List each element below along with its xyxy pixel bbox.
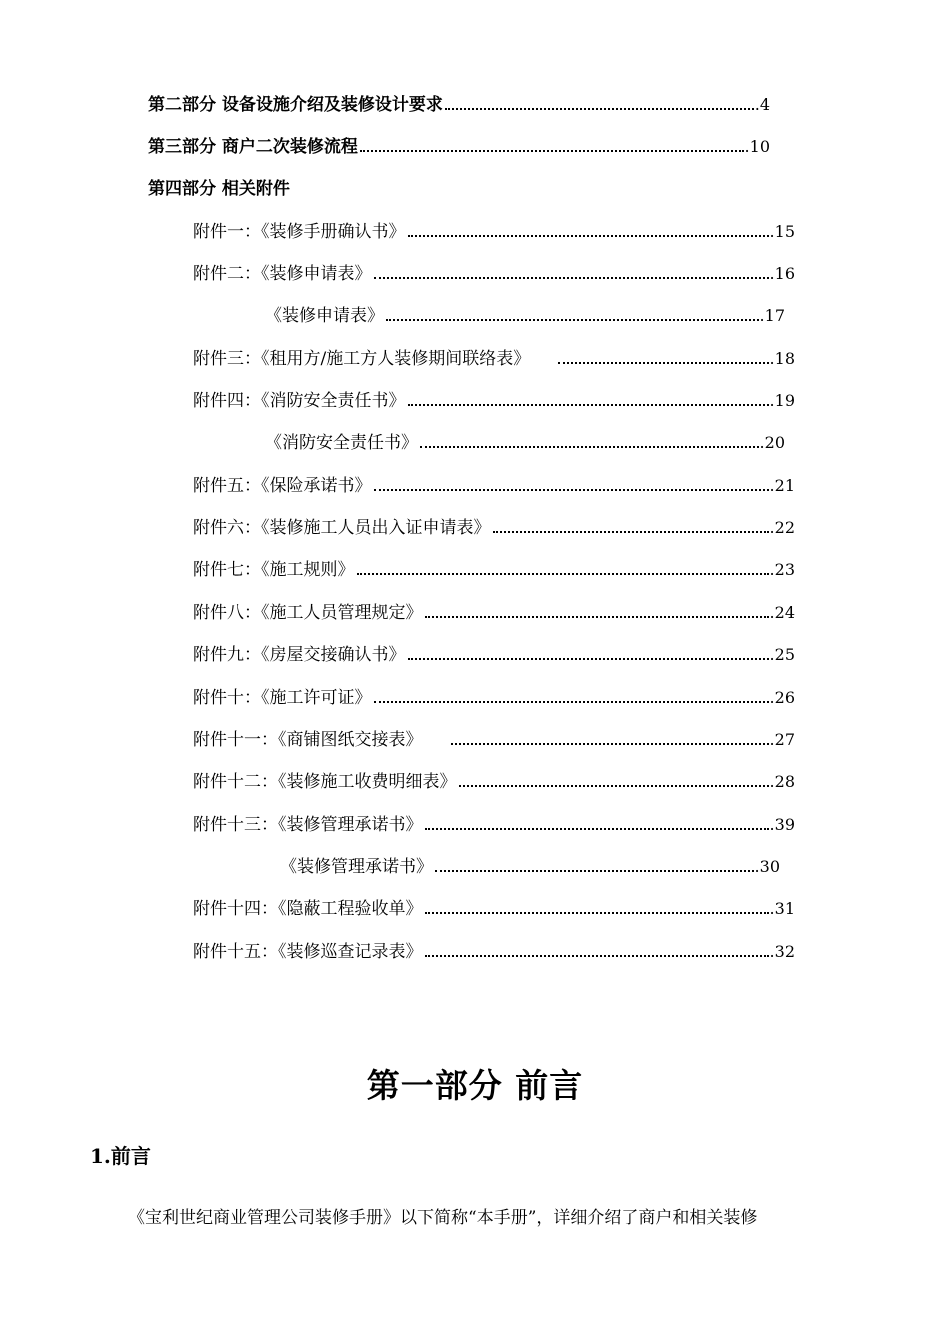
toc-attachment-row[interactable] <box>193 769 795 793</box>
toc-attachment-row[interactable] <box>193 388 795 412</box>
toc-page-number: .27 <box>769 730 795 749</box>
toc-page-number: .31 <box>769 899 795 918</box>
toc-attachment-row[interactable] <box>280 854 780 878</box>
toc-label: 附件五：《保险承诺书》 <box>193 476 372 496</box>
toc-label: 附件十：《施工许可证》 <box>193 688 372 708</box>
toc-label: 附件十四：《隐蔽工程验收单》 <box>193 899 423 919</box>
toc-attachment-row[interactable] <box>193 600 795 624</box>
toc-label: 附件一：《装修手册确认书》 <box>193 222 406 242</box>
toc-page-number: .19 <box>769 391 795 410</box>
toc-page-number: .16 <box>769 264 795 283</box>
toc-attachment-row[interactable] <box>193 896 795 920</box>
toc-attachment-row[interactable] <box>193 812 795 836</box>
toc-leader <box>408 658 769 660</box>
toc-page-number: .28 <box>769 772 795 791</box>
toc-leader <box>357 573 769 575</box>
toc-label: 附件十三：《装修管理承诺书》 <box>193 815 423 835</box>
toc-page-number: .17 <box>759 306 785 325</box>
toc-leader <box>374 489 769 491</box>
toc-label: 第三部分 商户二次装修流程 <box>148 137 358 157</box>
toc-attachment-row[interactable] <box>265 303 785 327</box>
toc-label: 附件十一：《商铺图纸交接表》 <box>193 730 423 750</box>
toc-page-number: .26 <box>769 688 795 707</box>
toc-page-number: .18 <box>769 349 795 368</box>
toc-page-number: .25 <box>769 645 795 664</box>
toc-leader <box>493 531 769 533</box>
toc-page-number: .4 <box>754 95 770 114</box>
toc-leader <box>459 785 769 787</box>
toc-leader <box>558 362 768 364</box>
toc-section-row[interactable] <box>148 92 770 116</box>
toc-attachment-row[interactable] <box>193 557 795 581</box>
toc-label: 附件十五：《装修巡查记录表》 <box>193 942 423 962</box>
toc-leader <box>425 912 769 914</box>
toc-leader <box>420 446 759 448</box>
toc-section-row[interactable] <box>148 134 770 158</box>
intro-paragraph: 《宝利世纪商业管理公司装修手册》以下简称“本手册”，详细介绍了商户和相关装修 <box>128 1208 758 1228</box>
toc-page-number: .39 <box>769 815 795 834</box>
toc-label: 附件七：《施工规则》 <box>193 560 355 580</box>
toc-leader <box>374 277 769 279</box>
toc-page-number: .32 <box>769 942 795 961</box>
toc-label: 附件八：《施工人员管理规定》 <box>193 603 423 623</box>
toc-leader <box>451 743 769 745</box>
toc-attachment-row[interactable] <box>265 430 785 454</box>
toc-attachment-row[interactable] <box>193 219 795 243</box>
toc-attachment-row[interactable] <box>193 727 795 751</box>
part-title: 第一部分 前言 <box>366 1066 584 1105</box>
toc-page-number: .24 <box>769 603 795 622</box>
toc-leader <box>425 828 769 830</box>
toc-attachment-row[interactable] <box>193 473 795 497</box>
toc-page-number: .20 <box>759 433 785 452</box>
toc-attachment-row[interactable] <box>193 642 795 666</box>
toc-leader <box>435 870 754 872</box>
toc-attachment-row[interactable] <box>193 939 795 963</box>
toc-page-number: .10 <box>744 137 770 156</box>
toc-leader <box>425 616 769 618</box>
toc-leader <box>425 955 769 957</box>
toc-page-number: .22 <box>769 518 795 537</box>
toc-page-number: .23 <box>769 560 795 579</box>
toc-label: 《消防安全责任书》 <box>265 433 418 453</box>
toc-label: 《装修管理承诺书》 <box>280 857 433 877</box>
toc-section-row[interactable] <box>148 176 770 200</box>
toc-leader <box>374 701 769 703</box>
toc-label: 附件十二：《装修施工收费明细表》 <box>193 772 457 792</box>
toc-label: 附件四：《消防安全责任书》 <box>193 391 406 411</box>
toc-leader <box>408 235 769 237</box>
toc-attachment-row[interactable] <box>193 261 795 285</box>
toc-label: 附件三：《租用方/施工方人装修期间联络表》 <box>193 349 531 369</box>
toc-label: 附件九：《房屋交接确认书》 <box>193 645 406 665</box>
toc-leader <box>445 108 754 110</box>
toc-label: 第二部分 设备设施介绍及装修设计要求 <box>148 95 443 115</box>
toc-label: 《装修申请表》 <box>265 306 384 326</box>
toc-leader <box>386 319 759 321</box>
toc-leader <box>360 150 744 152</box>
toc-page-number: .21 <box>769 476 795 495</box>
toc-page-number: .30 <box>754 857 780 876</box>
toc-label: 第四部分 相关附件 <box>148 179 290 199</box>
toc-attachment-row[interactable] <box>193 515 795 539</box>
toc-leader <box>408 404 769 406</box>
toc-label: 附件二：《装修申请表》 <box>193 264 372 284</box>
toc-attachment-row[interactable] <box>193 685 795 709</box>
toc-label: 附件六：《装修施工人员出入证申请表》 <box>193 518 491 538</box>
section-title: 1.前言 <box>90 1144 151 1168</box>
toc-attachment-row[interactable] <box>193 346 795 370</box>
toc-page-number: .15 <box>769 222 795 241</box>
